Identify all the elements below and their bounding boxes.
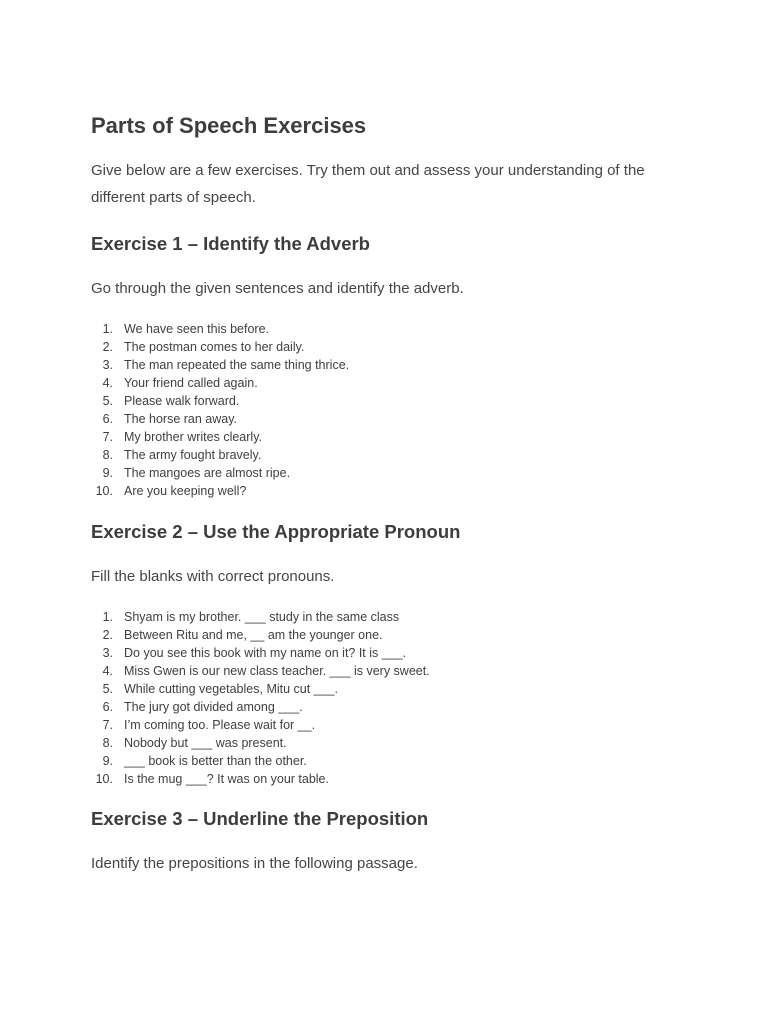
exercise-3-description: Identify the prepositions in the following passage. <box>91 855 418 872</box>
item-number: 9. <box>102 754 113 768</box>
list-item <box>91 392 349 410</box>
list-item <box>91 338 349 356</box>
item-text: Please walk forward. <box>124 394 240 408</box>
list-item <box>91 716 430 734</box>
item-text: Between Ritu and me, __ am the younger one. <box>124 628 383 642</box>
item-number: 2. <box>102 628 113 642</box>
exercise-2-list <box>91 608 430 788</box>
item-text: My brother writes clearly. <box>124 430 262 444</box>
item-number: 8. <box>102 448 113 462</box>
item-text: The army fought bravely. <box>124 448 262 462</box>
exercise-2-description: Fill the blanks with correct pronouns. <box>91 568 335 585</box>
item-number: 4. <box>102 376 113 390</box>
list-item <box>91 662 430 680</box>
item-number: 1. <box>102 610 113 624</box>
item-text: We have seen this before. <box>124 322 269 336</box>
item-number: 7. <box>102 430 113 444</box>
page-title: Parts of Speech Exercises <box>91 113 367 138</box>
item-number: 9. <box>102 466 113 480</box>
list-item <box>91 644 430 662</box>
list-item <box>91 446 349 464</box>
item-text: The jury got divided among ___. <box>124 700 303 714</box>
item-number: 5. <box>102 394 113 408</box>
item-number: 4. <box>102 664 113 678</box>
list-item <box>91 734 430 752</box>
list-item <box>91 320 349 338</box>
list-item <box>91 680 430 698</box>
item-number: 2. <box>102 340 113 354</box>
item-number: 10. <box>95 772 113 786</box>
list-item <box>91 608 430 626</box>
item-text: While cutting vegetables, Mitu cut ___. <box>124 682 339 696</box>
item-text: The postman comes to her daily. <box>124 340 305 354</box>
item-text: Is the mug ___? It was on your table. <box>124 772 329 786</box>
list-item <box>91 428 349 446</box>
list-item <box>91 410 349 428</box>
intro-paragraph: Give below are a few exercises. Try them out and assess your understanding of the different parts of speech. <box>91 162 645 206</box>
list-item <box>91 374 349 392</box>
item-text: The man repeated the same thing thrice. <box>124 358 350 372</box>
item-text: The horse ran away. <box>124 412 238 426</box>
item-number: 8. <box>102 736 113 750</box>
item-number: 5. <box>102 682 113 696</box>
list-item <box>91 770 430 788</box>
item-number: 3. <box>102 358 113 372</box>
exercise-2-heading: Exercise 2 – Use the Appropriate Pronoun <box>91 521 461 542</box>
item-text: I’m coming too. Please wait for __. <box>124 718 316 732</box>
item-text: Nobody but ___ was present. <box>124 736 287 750</box>
exercise-1-heading: Exercise 1 – Identify the Adverb <box>91 233 370 254</box>
item-number: 6. <box>102 412 113 426</box>
item-text: The mangoes are almost ripe. <box>124 466 291 480</box>
item-number: 10. <box>95 484 113 498</box>
exercise-1-description: Go through the given sentences and identify the adverb. <box>91 280 464 297</box>
item-text: ___ book is better than the other. <box>124 754 307 768</box>
item-number: 1. <box>102 322 113 336</box>
list-item <box>91 752 430 770</box>
item-text: Miss Gwen is our new class teacher. ___ is very sweet. <box>124 664 430 678</box>
list-item <box>91 626 430 644</box>
exercise-1-list <box>91 320 349 500</box>
item-text: Your friend called again. <box>124 376 258 390</box>
list-item <box>91 698 430 716</box>
list-item <box>91 356 349 374</box>
item-text: Do you see this book with my name on it? It is ___. <box>124 646 407 660</box>
list-item <box>91 464 349 482</box>
item-number: 3. <box>102 646 113 660</box>
item-number: 6. <box>102 700 113 714</box>
item-text: Are you keeping well? <box>124 484 247 498</box>
list-item <box>91 482 349 500</box>
item-text: Shyam is my brother. ___ study in the same class <box>124 610 400 624</box>
exercise-3-heading: Exercise 3 – Underline the Preposition <box>91 808 429 829</box>
item-number: 7. <box>102 718 113 732</box>
